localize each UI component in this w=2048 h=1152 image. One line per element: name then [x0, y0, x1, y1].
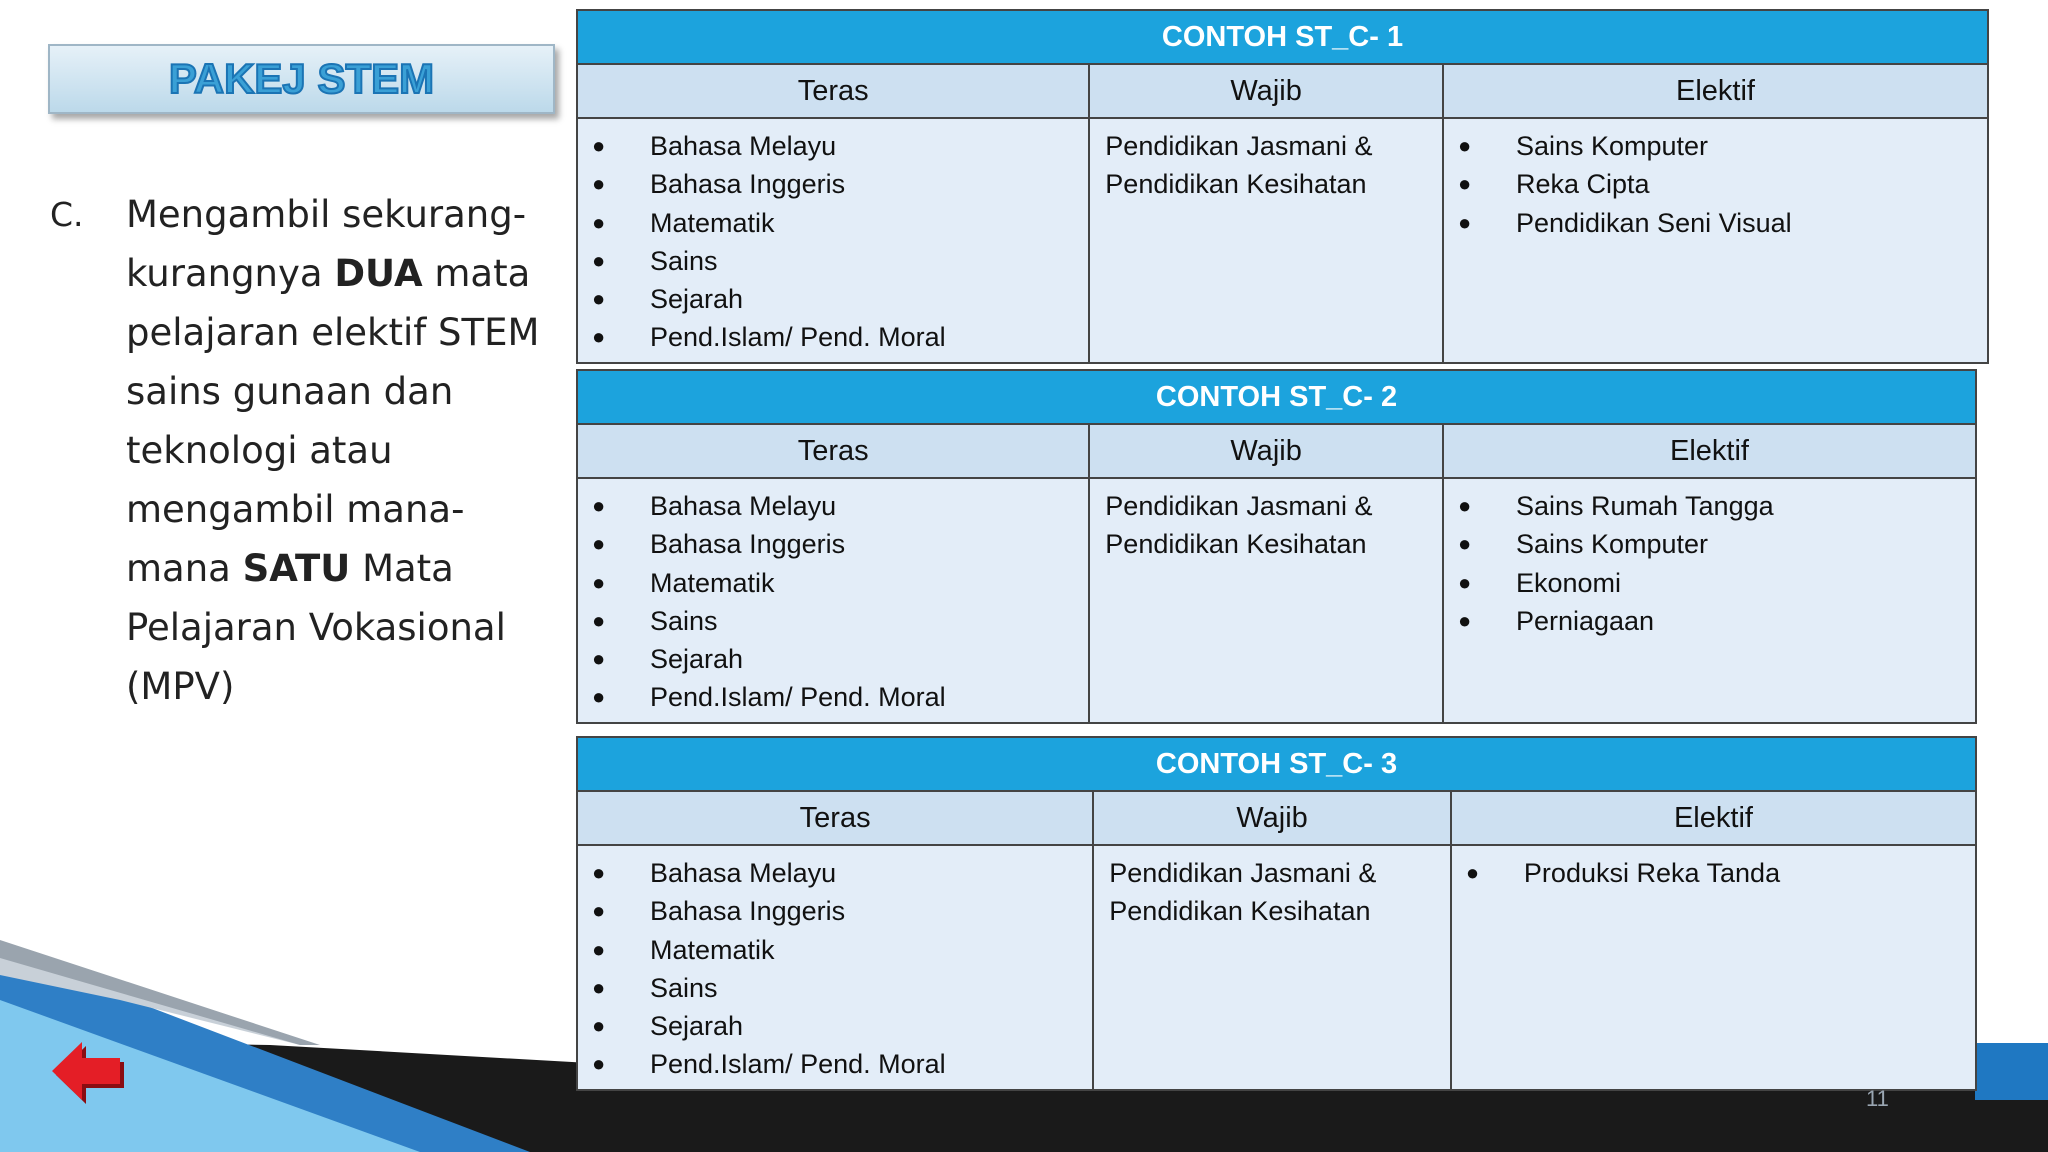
description-line: [126, 244, 550, 303]
description-line: [126, 657, 550, 716]
bullet-icon: ●: [1457, 171, 1472, 197]
table-contoh-2: [576, 369, 1977, 724]
description-body: [126, 185, 550, 716]
teras-subject-label: Bahasa Melayu: [650, 858, 837, 888]
wajib-subject-line: Pendidikan Kesihatan: [1105, 529, 1367, 560]
bullet-icon: ●: [592, 324, 606, 350]
description-line: [126, 480, 550, 539]
description-text-part: (MPV): [126, 665, 235, 708]
teras-subject-item: [578, 165, 1088, 203]
description-text-part: mengambil mana-: [126, 488, 465, 531]
bullet-icon: ●: [1457, 493, 1472, 518]
bullet-icon: ●: [592, 1013, 606, 1039]
description-text: [50, 185, 550, 716]
bullet-icon: ●: [592, 607, 606, 633]
wajib-cell: [1093, 845, 1451, 1090]
bullet-icon: ●: [592, 974, 606, 1000]
elektif-subject-label: Sains Rumah Tangga: [1515, 491, 1774, 521]
teras-subject-label: Matematik: [650, 567, 775, 598]
description-text-part: sains gunaan dan: [126, 370, 454, 413]
description-text-part: kurangnya: [126, 252, 335, 295]
elektif-subject-item: [1444, 525, 1975, 563]
teras-subject-label: Sejarah: [650, 644, 744, 675]
teras-subject-label: Pend.Islam/ Pend. Moral: [650, 682, 946, 713]
elektif-subject-label: Produksi Reka Tanda: [1523, 858, 1781, 888]
teras-subject-item: [578, 602, 1088, 640]
bullet-icon: ●: [592, 569, 606, 595]
teras-subject-item: [578, 127, 1088, 165]
bullet-icon: ●: [592, 898, 606, 924]
table-title: CONTOH ST_C- 2: [577, 370, 1976, 424]
wajib-cell: [1089, 118, 1443, 363]
teras-subject-item: [578, 280, 1088, 318]
teras-subject-label: Sejarah: [650, 284, 744, 315]
bullet-icon: ●: [592, 646, 606, 672]
teras-cell: [577, 845, 1093, 1090]
list-marker: C.: [50, 195, 84, 234]
description-text-part: pelajaran elektif STEM: [126, 311, 540, 354]
bullet-icon: ●: [592, 247, 606, 273]
table-title: CONTOH ST_C- 3: [577, 737, 1976, 791]
elektif-subject-label: Pendidikan Seni Visual: [1515, 207, 1792, 238]
teras-subject-label: Pend.Islam/ Pend. Moral: [650, 322, 946, 353]
teras-subject-item: [578, 969, 1092, 1007]
teras-subject-item: [578, 242, 1088, 280]
header-wajib: Wajib: [1093, 791, 1451, 845]
description-line: [126, 362, 550, 421]
elektif-subject-item: [1444, 487, 1975, 525]
description-text-part: Mengambil sekurang-: [126, 193, 527, 236]
bullet-icon: ●: [592, 860, 606, 885]
wajib-subject-line: Pendidikan Kesihatan: [1109, 896, 1371, 927]
elektif-subject-item: [1444, 204, 1987, 242]
teras-subject-item: [578, 564, 1088, 602]
elektif-subject-label: Sains Komputer: [1515, 529, 1709, 560]
teras-subject-label: Bahasa Inggeris: [650, 529, 846, 560]
teras-subject-item: [578, 1045, 1092, 1083]
bullet-icon: ●: [592, 209, 606, 235]
bullet-icon: ●: [592, 286, 606, 312]
teras-subject-item: [578, 854, 1092, 892]
teras-subject-label: Matematik: [650, 934, 775, 965]
bullet-icon: ●: [1457, 133, 1472, 158]
elektif-cell: [1451, 845, 1976, 1090]
bullet-icon: ●: [1457, 569, 1472, 595]
elektif-subject-item: [1452, 854, 1975, 892]
header-elektif: Elektif: [1443, 64, 1988, 118]
teras-subject-label: Bahasa Inggeris: [650, 896, 846, 927]
elektif-subject-item: [1444, 564, 1975, 602]
header-wajib: Wajib: [1089, 424, 1443, 478]
teras-subject-label: Matematik: [650, 207, 775, 238]
elektif-cell: [1443, 118, 1988, 363]
teras-subject-label: Pend.Islam/ Pend. Moral: [650, 1049, 946, 1080]
header-teras: Teras: [577, 791, 1093, 845]
description-text-part: teknologi atau: [126, 429, 393, 472]
teras-subject-label: Bahasa Inggeris: [650, 169, 846, 200]
back-arrow-icon[interactable]: [50, 1040, 126, 1106]
description-text-part: Mata: [350, 547, 454, 590]
elektif-subject-item: [1444, 165, 1987, 203]
teras-subject-item: [578, 318, 1088, 356]
teras-subject-label: Bahasa Melayu: [650, 131, 837, 161]
teras-subject-item: [578, 525, 1088, 563]
wajib-cell: [1089, 478, 1443, 723]
teras-subject-label: Sains: [650, 972, 718, 1003]
bullet-icon: ●: [592, 493, 606, 518]
description-text-part: mata: [422, 252, 531, 295]
bullet-icon: ●: [1457, 531, 1472, 557]
description-line: [126, 185, 550, 244]
description-line: [126, 421, 550, 480]
teras-subject-item: [578, 1007, 1092, 1045]
wajib-subject-line: Pendidikan Jasmani &: [1109, 858, 1377, 888]
teras-subject-item: [578, 487, 1088, 525]
bullet-icon: ●: [1465, 860, 1480, 885]
teras-subject-label: Sains: [650, 605, 718, 636]
table-contoh-1: [576, 9, 1989, 364]
bullet-icon: ●: [592, 936, 606, 962]
header-teras: Teras: [577, 64, 1089, 118]
bullet-icon: ●: [592, 684, 606, 710]
bullet-icon: ●: [592, 171, 606, 197]
bullet-icon: ●: [1457, 607, 1472, 633]
teras-subject-label: Sains: [650, 245, 718, 276]
teras-subject-label: Sejarah: [650, 1011, 744, 1042]
header-elektif: Elektif: [1443, 424, 1976, 478]
header-teras: Teras: [577, 424, 1089, 478]
bullet-icon: ●: [1457, 209, 1472, 235]
teras-subject-item: [578, 678, 1088, 716]
elektif-subject-label: Ekonomi: [1515, 567, 1621, 598]
bullet-icon: ●: [592, 133, 606, 158]
description-line: [126, 303, 550, 362]
bullet-icon: ●: [592, 531, 606, 557]
elektif-subject-item: [1444, 602, 1975, 640]
teras-subject-item: [578, 931, 1092, 969]
teras-cell: [577, 118, 1089, 363]
bullet-icon: ●: [592, 1051, 606, 1077]
description-line: [126, 598, 550, 657]
description-emphasis: DUA: [334, 252, 423, 295]
elektif-subject-label: Sains Komputer: [1515, 131, 1709, 161]
table-title: CONTOH ST_C- 1: [577, 10, 1988, 64]
slide-title: PAKEJ STEM: [168, 55, 435, 102]
wajib-subject-line: Pendidikan Jasmani &: [1105, 491, 1373, 521]
wajib-subject-line: Pendidikan Jasmani &: [1105, 131, 1373, 161]
teras-subject-item: [578, 640, 1088, 678]
elektif-subject-item: [1444, 127, 1987, 165]
teras-subject-item: [578, 204, 1088, 242]
teras-cell: [577, 478, 1089, 723]
page-number: 11: [1866, 1086, 1889, 1111]
header-wajib: Wajib: [1089, 64, 1443, 118]
header-elektif: Elektif: [1451, 791, 1976, 845]
description-line: [126, 539, 550, 598]
description-text-part: mana: [126, 547, 243, 590]
elektif-cell: [1443, 478, 1976, 723]
teras-subject-item: [578, 892, 1092, 930]
table-contoh-3: [576, 736, 1977, 1091]
wajib-subject-line: Pendidikan Kesihatan: [1105, 169, 1367, 200]
description-text-part: Pelajaran Vokasional: [126, 606, 506, 649]
teras-subject-label: Bahasa Melayu: [650, 491, 837, 521]
elektif-subject-label: Perniagaan: [1515, 605, 1655, 636]
description-emphasis: SATU: [242, 547, 351, 590]
slide-title-box: [48, 44, 555, 114]
elektif-subject-label: Reka Cipta: [1515, 169, 1650, 200]
